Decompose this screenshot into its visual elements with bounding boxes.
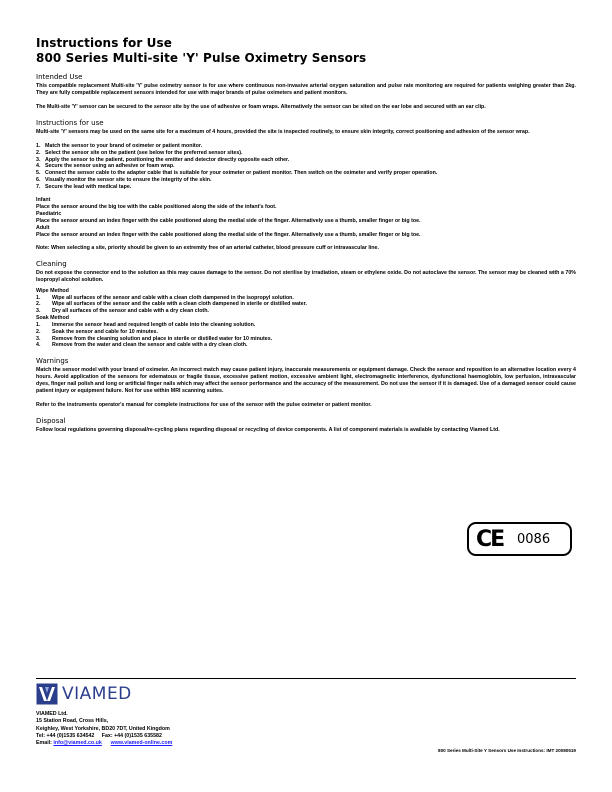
company-name: VIAMED Ltd. <box>36 711 68 717</box>
list-item: 1. Wipe all surfaces of the sensor and cable with a clean cloth dampened in the isopropyl solution. <box>36 294 294 301</box>
site-selection-note: Note: When selecting a site, priority should be given to an extremity free of an arterial catheter, blood pressure cuff or intravascular line. <box>36 244 379 251</box>
phone-number: Tel: +44 (0)1535 634542 <box>36 732 95 739</box>
address-town: Keighley, West Yorkshire, BD20 7DT, United Kingdom <box>36 725 170 732</box>
company-logo <box>36 683 132 705</box>
cleaning-paragraph: Do not expose the connector end to the solution as this may cause damage to the sensor. Do not sterilise by irradiation, steam or ethylene oxide. Do not autoclave the sensor. The sensor may be cleaned with a 70% Isopropyl alcohol solution. <box>36 269 576 283</box>
fax-number: Fax: +44 (0)1535 635582 <box>101 732 162 739</box>
intended-use-section <box>36 73 576 111</box>
website-link[interactable]: www.viamed-online.com <box>110 740 173 747</box>
list-item: 1. Match the sensor to your brand of oximeter or patient monitor. <box>36 143 203 149</box>
instructions-steps <box>36 143 576 191</box>
instructions-intro: Multi-site 'Y' sensors may be used on the same site for a maximum of 4 hours, provided the site is inspected routinely, to ensure skin integrity, correct positioning and adhesion of the sensor wrap. <box>36 129 530 135</box>
list-item: 5. Connect the sensor cable to the adapter cable that is suitable for your oximeter or patient monitor. Then switch on the oximeter and verify proper operation. <box>36 170 438 177</box>
viamed-logo-icon <box>36 683 58 705</box>
list-item: 2. Soak the sensor and cable for 10 minutes. <box>36 328 158 335</box>
title-line-1: Instructions for Use <box>36 36 173 50</box>
title-line-2: 800 Series Multi-site 'Y' Pulse Oximetry Sensors <box>36 50 367 65</box>
disposal-heading: Disposal <box>36 417 66 426</box>
email-label: Email: <box>36 740 52 747</box>
soak-method-heading: Soak Method <box>36 314 69 321</box>
contact-phone-fax <box>36 733 296 740</box>
paediatric-label: Paediatric <box>36 210 62 217</box>
list-item: 4. Secure the sensor using an adhesive or foam wrap. <box>36 163 175 170</box>
paediatric-text: Place the sensor around an index finger with the cable positioned along the medial side of the finger. Alternatively use a thumb, smaller finger or big toe. <box>36 217 421 224</box>
adult-text: Place the sensor around an index finger with the cable positioned along the medial side of the finger. Alternatively use a thumb, smaller finger or big toe. <box>36 231 421 238</box>
list-item: 4. Remove from the water and clean the sensor and cable with a dry clean cloth. <box>36 342 248 349</box>
warnings-heading: Warnings <box>36 357 69 366</box>
instructions-heading: Instructions for use <box>36 119 104 127</box>
adult-label: Adult <box>36 224 50 231</box>
document-body <box>36 36 576 434</box>
wipe-method-heading: Wipe Method <box>36 287 69 294</box>
document-title <box>36 36 576 65</box>
instructions-section <box>36 119 576 252</box>
list-item: 3. Dry all surfaces of the sensor and cable with a dry clean cloth. <box>36 308 209 315</box>
disposal-paragraph: Follow local regulations governing disposal/re-cycling plans regarding disposal or recycling of device components. A list of component materials is available by contacting Viamed Ltd. <box>36 427 500 434</box>
contact-email-web <box>36 740 296 747</box>
warnings-paragraph-1: Match the sensor model with your brand of oximeter. An incorrect match may cause patient injury, inaccurate measurements or equipment damage. Check the sensor and reposition to an alternative location every 4 hours. Avoid application of the sensors for edematous or fragile tissue, excessive patient motion, excessive ambient light, electromagnetic interference, dysfunctional haemoglobin, low perfusion, intravascular dyes, finger nail polish and long or artificial finger nails which may affect the sensor performance and the accuracy of the measurement. Do not use the sensor if it is damaged. Use of a damaged sensor could cause patient injury or equipment failure. Not for use within MRI scanning suites. <box>36 367 576 395</box>
list-item: 1. Immerse the sensor head and required length of cable into the cleaning solution. <box>36 321 256 328</box>
list-item: 7. Secure the lead with medical tape. <box>36 183 132 190</box>
logo-text: VIAMED <box>62 684 132 704</box>
disposal-section <box>36 417 576 434</box>
address-street: 15 Station Road, Cross Hills, <box>36 718 109 725</box>
company-address <box>36 711 296 747</box>
list-item: 3. Apply the sensor to the patient, positioning the emitter and detector directly opposite each other. <box>36 156 290 163</box>
ce-mark-box <box>467 522 572 556</box>
list-item: 6. Visually monitor the sensor site to ensure the integrity of the skin. <box>36 176 212 183</box>
intended-use-heading: Intended Use <box>36 73 83 81</box>
infant-text: Place the sensor around the big toe with the cable positioned along the side of the infant's foot. <box>36 203 277 210</box>
warnings-section <box>36 357 576 409</box>
intended-use-paragraph-1: This compatible replacement Multi-site 'Y' pulse oximetry sensor is for use where continuous non-invasive arterial oxygen saturation and pulse rate monitoring are required for patients weighing greater than 2kg. They are fully compatible replacement sensors intended for use with major brands of pulse oximeters and patient monitors. <box>36 83 576 96</box>
footer-divider <box>36 678 576 679</box>
infant-label: Infant <box>36 196 51 203</box>
ce-mark: CE <box>476 527 504 552</box>
cleaning-section <box>36 260 576 350</box>
email-link[interactable]: info@viamed.co.uk <box>53 740 102 747</box>
intended-use-paragraph-2: The Multi-site 'Y' sensor can be secured to the sensor site by the use of adhesive or foam wraps. Alternatively the sensor can be sited on the ear lobe and secured with an ear clip. <box>36 104 486 110</box>
wipe-method-steps <box>36 295 576 315</box>
soak-method-steps <box>36 322 576 349</box>
list-item: 2. Wipe all surfaces of the sensor and the cable with a clean cloth dampened in sterile or distilled water. <box>36 301 307 308</box>
cleaning-heading: Cleaning <box>36 259 67 268</box>
list-item: 2. Select the sensor site on the patient (see below for the preferred sensor sites). <box>36 149 243 156</box>
document-reference: 800 Series Multi-Site Y Sensors Use Instructions: IMT 20080519 <box>438 748 576 753</box>
warnings-paragraph-2: Refer to the instruments operator's manual for complete instructions for use of the sensor with the pulse oximeter or patient monitor. <box>36 402 372 409</box>
notified-body-number: 0086 <box>517 532 551 547</box>
list-item: 3. Remove from the cleaning solution and place in sterile or distilled water for 10 minutes. <box>36 335 273 342</box>
